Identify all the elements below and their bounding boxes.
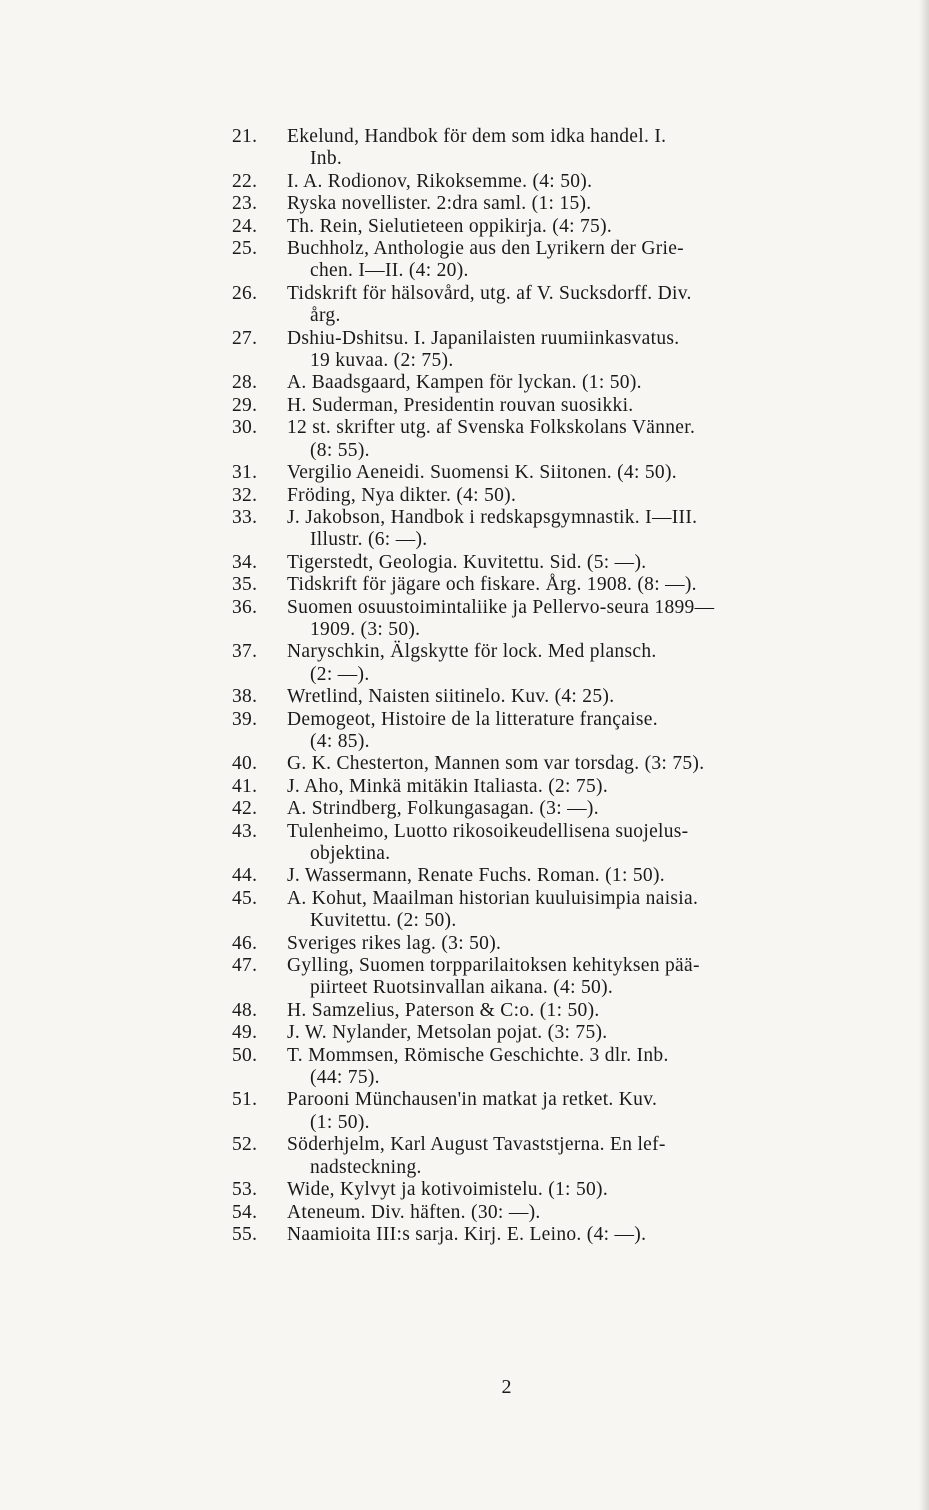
entry-continuation-line: Inb.	[310, 148, 343, 170]
catalogue-entry	[232, 238, 867, 283]
entry-text	[287, 1045, 867, 1090]
catalogue-entry	[232, 1179, 867, 1201]
catalogue-entry	[232, 171, 867, 193]
catalogue-entry	[232, 462, 867, 484]
entry-text	[287, 171, 867, 193]
entry-text	[287, 709, 867, 754]
entry-line: I. A. Rodionov, Rikoksemme. (4: 50).	[287, 170, 593, 192]
entry-number: 55.	[232, 1223, 258, 1245]
entry-text	[287, 372, 867, 394]
entry-continuation-line: 1909. (3: 50).	[310, 618, 421, 640]
entry-number: 52.	[232, 1134, 258, 1156]
entry-line: J. Wassermann, Renate Fuchs. Roman. (1: 50).	[287, 865, 665, 887]
entry-text	[287, 238, 867, 283]
entry-number: 48.	[232, 999, 258, 1021]
entry-text	[287, 798, 867, 820]
catalogue-entry	[232, 776, 867, 798]
entry-line: Fröding, Nya dikter. (4: 50).	[287, 484, 517, 506]
catalogue-entry	[232, 395, 867, 417]
entry-text	[287, 1202, 867, 1224]
entry-number: 46.	[232, 932, 258, 954]
entry-line: Parooni Münchausen'in matkat ja retket. Kuv.	[287, 1089, 658, 1111]
entry-number: 49.	[232, 1022, 258, 1044]
entry-text	[287, 485, 867, 507]
catalogue-entry	[232, 1224, 867, 1246]
entry-number: 31.	[232, 462, 258, 484]
catalogue-entry	[232, 1089, 867, 1134]
entry-number: 44.	[232, 865, 258, 887]
entry-text	[287, 462, 867, 484]
entry-text	[287, 1134, 867, 1179]
entry-continuation-line: nadsteckning.	[310, 1156, 422, 1178]
entry-number: 26.	[232, 282, 258, 304]
entry-number: 25.	[232, 238, 258, 260]
entry-line: J. Aho, Minkä mitäkin Italiasta. (2: 75).	[287, 775, 609, 797]
catalogue-entry	[232, 216, 867, 238]
entry-text	[287, 776, 867, 798]
entry-line: 12 st. skrifter utg. af Svenska Folkskolans Vänner.	[287, 417, 696, 439]
entry-continuation-line: (8: 55).	[310, 439, 370, 461]
entry-line: Dshiu-Dshitsu. I. Japanilaisten ruumiinkasvatus.	[287, 327, 680, 349]
entry-number: 24.	[232, 215, 258, 237]
entry-line: A. Strindberg, Folkungasagan. (3: —).	[287, 798, 599, 820]
entry-line: Tigerstedt, Geologia. Kuvitettu. Sid. (5: —).	[287, 551, 647, 573]
catalogue-entry	[232, 686, 867, 708]
entry-line: Buchholz, Anthologie aus den Lyrikern der Grie-	[287, 238, 684, 260]
catalogue-entry	[232, 597, 867, 642]
entry-text	[287, 216, 867, 238]
entry-line: Gylling, Suomen torpparilaitoksen kehityksen pää-	[287, 955, 700, 977]
catalogue-entry	[232, 328, 867, 373]
entry-text	[287, 865, 867, 887]
catalogue-entry	[232, 1134, 867, 1179]
entry-line: H. Suderman, Presidentin rouvan suosikki.	[287, 394, 634, 416]
catalogue-entry	[232, 798, 867, 820]
catalogue-entry	[232, 1202, 867, 1224]
entry-number: 21.	[232, 126, 258, 147]
entry-number: 27.	[232, 327, 258, 349]
entry-line: J. Jakobson, Handbok i redskapsgymnastik. I—III.	[287, 506, 698, 528]
entry-text	[287, 1224, 867, 1246]
entry-text	[287, 1089, 867, 1134]
entry-line: Naryschkin, Älgskytte för lock. Med plansch.	[287, 641, 657, 663]
entry-continuation-line: (4: 85).	[310, 730, 370, 752]
entry-text	[287, 1179, 867, 1201]
entry-continuation-line: objektina.	[310, 843, 391, 864]
entry-number: 42.	[232, 798, 258, 820]
entry-text	[287, 552, 867, 574]
entry-number: 38.	[232, 686, 258, 708]
entry-text	[287, 686, 867, 708]
entry-line: A. Kohut, Maailman historian kuuluisimpia naisia.	[287, 887, 699, 909]
catalogue-entry	[232, 485, 867, 507]
entry-line: Söderhjelm, Karl August Tavaststjerna. En lef-	[287, 1134, 666, 1156]
entry-continuation-line: (44: 75).	[310, 1067, 380, 1089]
catalogue-entry	[232, 1045, 867, 1090]
entry-line: Th. Rein, Sielutieteen oppikirja. (4: 75).	[287, 215, 613, 237]
catalogue-entry	[232, 1000, 867, 1022]
entry-number: 32.	[232, 484, 258, 506]
entry-number: 51.	[232, 1089, 258, 1111]
entry-continuation-line: Illustr. (6: —).	[310, 529, 428, 551]
entry-text	[287, 933, 867, 955]
entry-text	[287, 597, 867, 642]
catalogue-list	[232, 126, 867, 1246]
catalogue-entry	[232, 283, 867, 328]
entry-number: 53.	[232, 1179, 258, 1201]
entry-number: 34.	[232, 551, 258, 573]
entry-text	[287, 574, 867, 596]
entry-text	[287, 283, 867, 328]
entry-number: 35.	[232, 574, 258, 596]
catalogue-entry	[232, 507, 867, 552]
entry-line: Wretlind, Naisten siitinelo. Kuv. (4: 25).	[287, 686, 615, 708]
entry-text	[287, 821, 867, 866]
entry-number: 36.	[232, 596, 258, 618]
entry-text	[287, 753, 867, 775]
catalogue-entry	[232, 574, 867, 596]
entry-continuation-line: Kuvitettu. (2: 50).	[310, 910, 457, 932]
entry-number: 43.	[232, 820, 258, 842]
entry-line: Wide, Kylvyt ja kotivoimistelu. (1: 50).	[287, 1179, 609, 1201]
entry-number: 28.	[232, 372, 258, 394]
entry-text	[287, 1000, 867, 1022]
entry-line: H. Samzelius, Paterson & C:o. (1: 50).	[287, 999, 600, 1021]
page-number: 2	[501, 1376, 512, 1398]
entry-line: Suomen osuustoimintaliike ja Pellervo-seura 1899—	[287, 596, 715, 618]
entry-number: 23.	[232, 193, 258, 215]
entry-text	[287, 955, 867, 1000]
entry-line: Demogeot, Histoire de la litterature française.	[287, 708, 658, 730]
entry-line: Vergilio Aeneidi. Suomensi K. Siitonen. (4: 50).	[287, 462, 677, 484]
entry-text	[287, 395, 867, 417]
catalogue-entry	[232, 417, 867, 462]
entry-number: 22.	[232, 170, 258, 192]
catalogue-entry	[232, 372, 867, 394]
entry-number: 41.	[232, 775, 258, 797]
catalogue-entry	[232, 1022, 867, 1044]
entry-continuation-line: 19 kuvaa. (2: 75).	[310, 350, 454, 372]
entry-number: 29.	[232, 394, 258, 416]
entry-line: Tulenheimo, Luotto rikosoikeudellisena suojelus-	[287, 820, 689, 842]
catalogue-entry	[232, 126, 867, 171]
entry-continuation-line: årg.	[310, 305, 341, 327]
entry-text	[287, 507, 867, 552]
catalogue-entry	[232, 709, 867, 754]
entry-text	[287, 328, 867, 373]
entry-text	[287, 1022, 867, 1044]
entry-continuation-line: (1: 50).	[310, 1111, 370, 1133]
entry-text	[287, 126, 867, 171]
entry-text	[287, 641, 867, 686]
entry-number: 33.	[232, 506, 258, 528]
entry-number: 54.	[232, 1201, 258, 1223]
entry-text	[287, 888, 867, 933]
entry-line: Ryska novellister. 2:dra saml. (1: 15).	[287, 193, 592, 215]
entry-number: 30.	[232, 417, 258, 439]
entry-line: Tidskrift för hälsovård, utg. af V. Sucksdorff. Div.	[287, 282, 692, 304]
entry-number: 50.	[232, 1044, 258, 1066]
entry-continuation-line: (2: —).	[310, 663, 370, 685]
entry-number: 40.	[232, 753, 258, 775]
entry-line: Ekelund, Handbok för dem som idka handel. I.	[287, 126, 667, 147]
entry-continuation-line: piirteet Ruotsinvallan aikana. (4: 50).	[310, 977, 614, 999]
catalogue-entry	[232, 641, 867, 686]
entry-continuation-line: chen. I—II. (4: 20).	[310, 260, 469, 282]
entry-number: 47.	[232, 955, 258, 977]
entry-line: J. W. Nylander, Metsolan pojat. (3: 75).	[287, 1022, 608, 1044]
catalogue-entry	[232, 933, 867, 955]
entry-line: Sveriges rikes lag. (3: 50).	[287, 932, 502, 954]
catalogue-entry	[232, 955, 867, 1000]
entry-number: 45.	[232, 887, 258, 909]
entry-line: Ateneum. Div. häften. (30: —).	[287, 1201, 541, 1223]
catalogue-entry	[232, 821, 867, 866]
entry-line: Tidskrift för jägare och fiskare. Årg. 1908. (8: —).	[287, 574, 697, 596]
entry-text	[287, 417, 867, 462]
page-edge-shadow	[919, 0, 929, 1510]
entry-number: 37.	[232, 641, 258, 663]
catalogue-entry	[232, 193, 867, 215]
catalogue-entry	[232, 865, 867, 887]
entry-line: Naamioita III:s sarja. Kirj. E. Leino. (4: —).	[287, 1223, 647, 1245]
catalogue-entry	[232, 753, 867, 775]
entry-line: G. K. Chesterton, Mannen som var torsdag. (3: 75).	[287, 753, 705, 775]
entry-text	[287, 193, 867, 215]
entry-line: A. Baadsgaard, Kampen för lyckan. (1: 50).	[287, 372, 642, 394]
entry-number: 39.	[232, 708, 258, 730]
entry-line: T. Mommsen, Römische Geschichte. 3 dlr. Inb.	[287, 1044, 669, 1066]
catalogue-entry	[232, 888, 867, 933]
catalogue-entry	[232, 552, 867, 574]
